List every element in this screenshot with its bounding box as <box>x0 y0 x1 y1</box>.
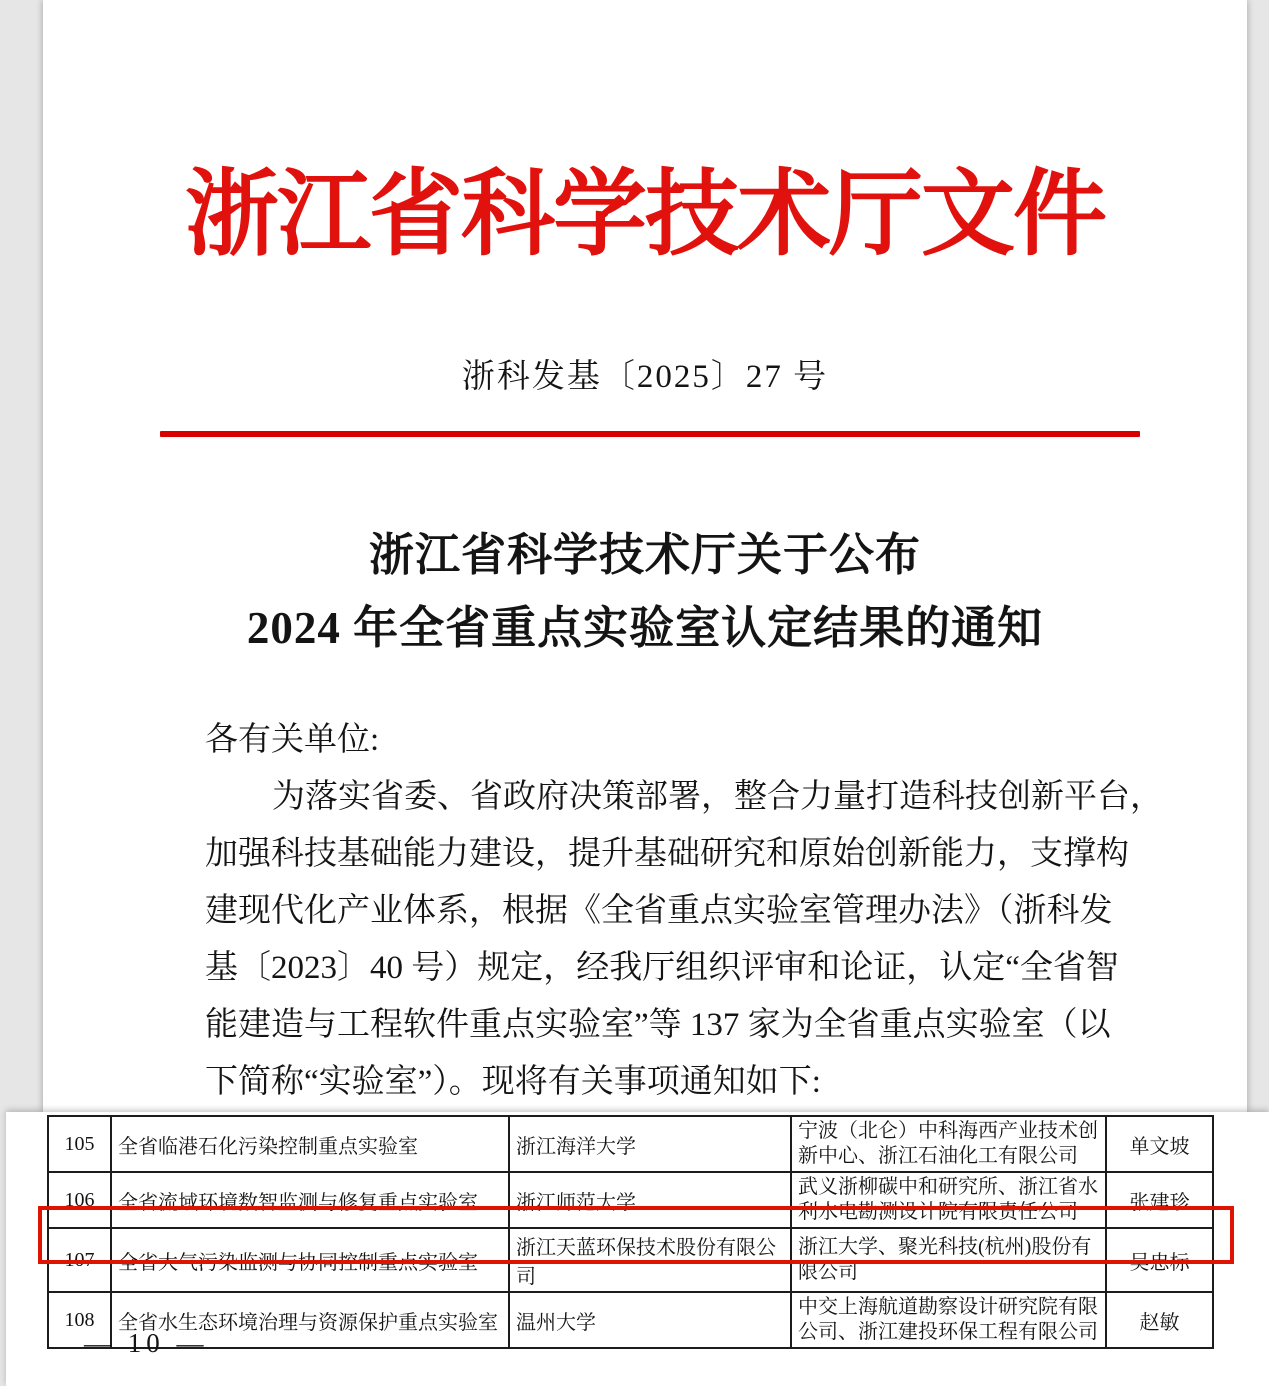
director-cell: 单文坡 <box>1106 1116 1213 1172</box>
agency-title: 浙江省科学技术厅文件 <box>184 163 1105 267</box>
lab-name-cell: 全省临港石化污染控制重点实验室 <box>111 1116 509 1172</box>
institution-cell: 浙江师范大学 <box>509 1172 791 1228</box>
notice-heading-line1: 浙江省科学技术厅关于公布 <box>368 530 921 580</box>
document-number: 浙科发基〔2025〕27 号 <box>461 359 829 395</box>
page-number: — 10 — <box>84 1328 209 1358</box>
notice-heading-line2: 2024 年全省重点实验室认定结果的通知 <box>246 603 1044 653</box>
body-line: 基〔2023〕40 号）规定，经我厅组织评审和论证，认定“全省智 <box>205 950 1119 986</box>
table-row-highlighted <box>48 1228 1213 1292</box>
table-page <box>6 1112 1269 1386</box>
row-number-cell: 108 <box>48 1292 111 1348</box>
institution-cell: 温州大学 <box>509 1292 791 1348</box>
institution-cell: 浙江海洋大学 <box>509 1116 791 1172</box>
body-line: 下简称“实验室”）。现将有关事项通知如下: <box>205 1064 821 1100</box>
row-number-cell: 106 <box>48 1172 111 1228</box>
row-number-cell: 107 <box>48 1228 111 1292</box>
institution-cell: 浙江天蓝环保技术股份有限公司 <box>509 1228 791 1292</box>
partners-cell: 浙江大学、聚光科技(杭州)股份有限公司 <box>791 1228 1106 1292</box>
lab-name-cell: 全省流域环境数智监测与修复重点实验室 <box>111 1172 509 1228</box>
table-row <box>48 1116 1213 1172</box>
lab-results-table <box>47 1115 1214 1349</box>
partners-cell: 中交上海航道勘察设计研究院有限公司、浙江建投环保工程有限公司 <box>791 1292 1106 1348</box>
director-cell: 张建珍 <box>1106 1172 1213 1228</box>
red-rule-divider <box>160 431 1140 437</box>
lab-name-cell: 全省水生态环境治理与资源保护重点实验室 <box>111 1292 509 1348</box>
body-line: 为落实省委、省政府决策部署，整合力量打造科技创新平台， <box>272 779 1163 815</box>
lab-name-cell: 全省大气污染监测与协同控制重点实验室 <box>111 1228 509 1292</box>
body-line: 能建造与工程软件重点实验室”等 137 家为全省重点实验室（以 <box>205 1007 1111 1043</box>
letterhead-page <box>43 0 1247 1112</box>
body-line: 建现代化产业体系，根据《全省重点实验室管理办法》（浙科发 <box>205 893 1113 929</box>
table-row <box>48 1172 1213 1228</box>
partners-cell: 宁波（北仑）中科海西产业技术创新中心、浙江石油化工有限公司 <box>791 1116 1106 1172</box>
row-number-cell: 105 <box>48 1116 111 1172</box>
body-line: 加强科技基础能力建设，提升基础研究和原始创新能力，支撑构 <box>205 836 1129 872</box>
notice-body <box>205 712 1163 1111</box>
partners-cell: 武义浙柳碳中和研究所、浙江省水利水电勘测设计院有限责任公司 <box>791 1172 1106 1228</box>
director-cell: 吴忠标 <box>1106 1228 1213 1292</box>
salutation-line: 各有关单位: <box>205 722 380 758</box>
table-row <box>48 1292 1213 1348</box>
director-cell: 赵敏 <box>1106 1292 1213 1348</box>
